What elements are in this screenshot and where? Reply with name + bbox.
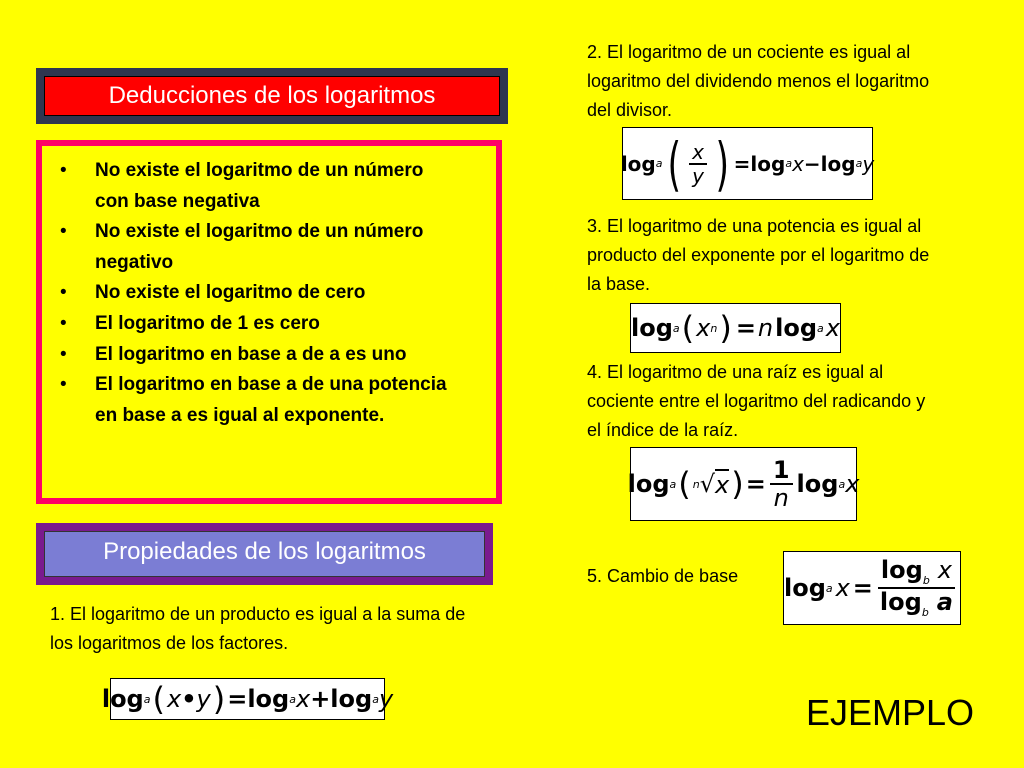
rule-text: No existe el logaritmo de un número con base negativa [95,160,424,212]
property-2-text: 2. El logaritmo de un cociente es igual al logaritmo del dividendo menos el logaritmo del divisor. [587,42,930,120]
rule-item [42,340,456,371]
rule-item [42,217,456,278]
formula-quotient: log a ( $\frac{x}{y}$ ) = log a x − log a y [622,127,873,200]
property-4-text: 4. El logaritmo de una raíz es igual al cociente entre el logaritmo del radicando y el índice de la raíz. [587,362,926,440]
bullet-icon: • [60,312,67,334]
rule-text: No existe el logaritmo de cero [95,282,366,304]
property-5-text: 5. Cambio de base [587,566,739,586]
bullet-icon: • [60,343,67,365]
rule-item [42,278,456,309]
bullet-icon: • [60,221,67,243]
rule-text: No existe el logaritmo de un número negativo [95,221,424,273]
properties-frame [36,523,493,585]
formula-product: log a ( x • y ) = log a x + log a y [101,680,394,718]
bullet-icon: • [60,282,67,304]
properties-title: Propiedades de los logaritmos [44,531,485,577]
rule-item [42,309,456,340]
rules-box [36,140,502,504]
rules-list [42,146,496,431]
title-frame [36,68,508,124]
page-title: Deducciones de los logaritmos [44,76,500,116]
example-link[interactable]: EJEMPLO [806,692,975,733]
bullet-icon: • [60,160,67,181]
formula-power: log a ( x n ) = n log a x [630,303,841,353]
formula-root: log a ( n √ x ) = $\frac{1}{n}$ log a x [630,447,857,521]
bullet-icon: • [60,374,67,396]
rule-text: El logaritmo en base a de a es uno [95,343,407,365]
formula-change-of-base: log a x = $\frac{\log_b x}{\log_b a}$ [783,551,961,625]
property-1-text: 1. El logaritmo de un producto es igual a la suma de los logaritmos de los factores. [50,604,466,653]
rule-item [42,370,456,431]
rule-text: El logaritmo de 1 es cero [95,312,320,334]
property-3-text: 3. El logaritmo de una potencia es igual al producto del exponente por el logaritmo de la base. [587,216,930,294]
rule-item [42,156,456,217]
rule-text: El logaritmo en base a de una potencia en base a es igual al exponente. [95,374,447,426]
